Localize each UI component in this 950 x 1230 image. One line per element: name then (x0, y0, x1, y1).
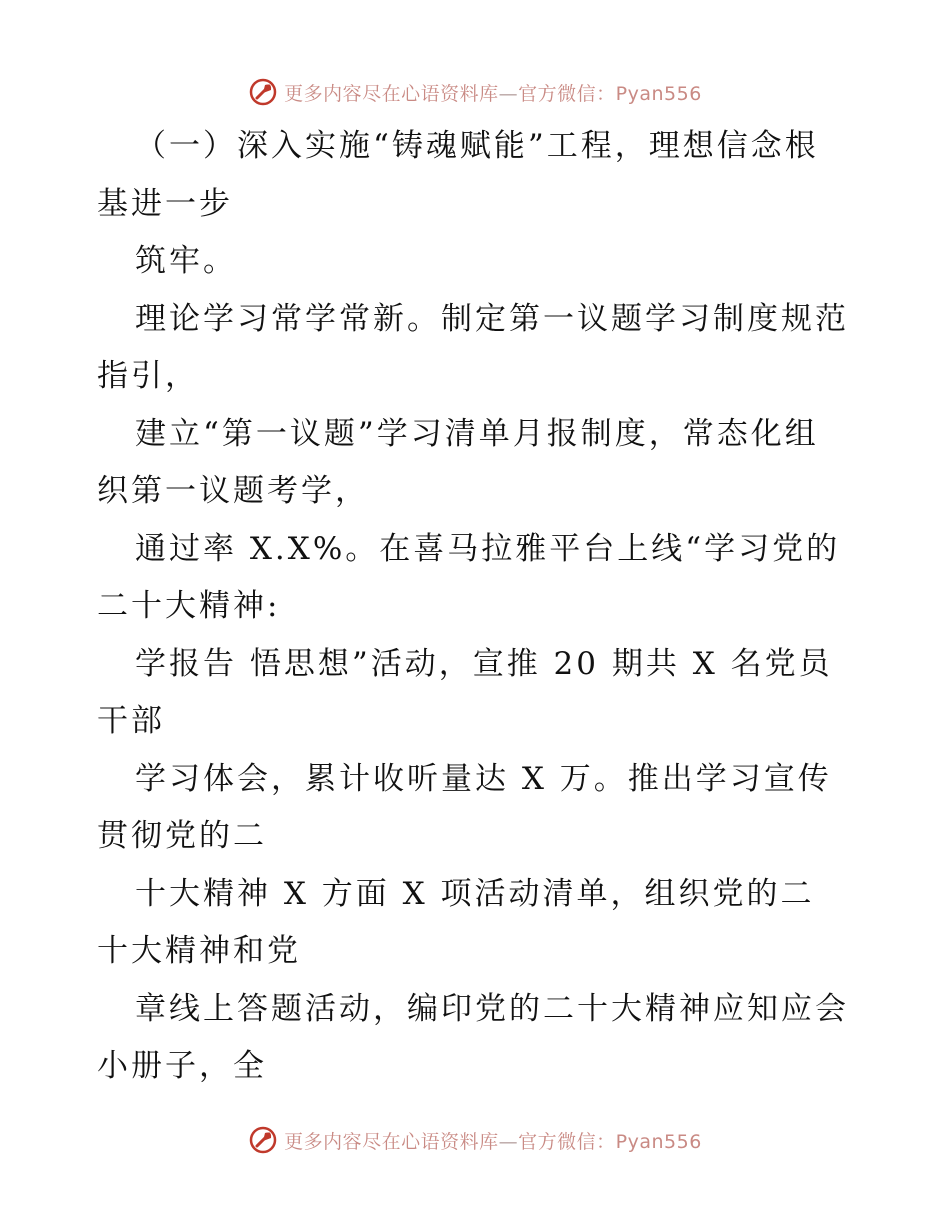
text-line: 建立“第一议题”学习清单月报制度，常态化组 (135, 415, 819, 452)
text-line: 基进一步 (97, 185, 233, 222)
text-line: 贯彻党的二 (97, 818, 267, 854)
text-line: 章线上答题活动，编印党的二十大精神应知应会 (135, 990, 849, 1027)
text-line: 学报告 悟思想”活动，宣推 20 期共 X 名党员 (135, 645, 833, 682)
text-line: 筑牢。 (135, 243, 237, 279)
feather-logo-icon (248, 1125, 278, 1155)
header-watermark (0, 72, 950, 112)
text-line: 学习体会，累计收听量达 X 万。推出学习宣传 (135, 760, 832, 797)
text-line: 指引， (97, 358, 199, 394)
watermark-text: 更多内容尽在心语资料库—官方微信：Pyan556 (284, 1130, 702, 1153)
text-line: 二十大精神: (97, 588, 281, 624)
document-body (97, 118, 857, 1096)
text-line: 通过率 X.X%。在喜马拉雅平台上线“学习党的 (135, 530, 841, 567)
text-line: 小册子，全 (97, 1048, 267, 1084)
text-line: 十大精神和党 (97, 933, 301, 969)
text-line: （一）深入实施“铸魂赋能”工程，理想信念根 (135, 128, 819, 164)
feather-logo-icon (248, 77, 278, 107)
text-line: 干部 (97, 703, 165, 739)
text-line: 理论学习常学常新。制定第一议题学习制度规范 (135, 300, 849, 337)
text-line: 织第一议题考学， (97, 473, 369, 509)
text-line: 十大精神 X 方面 X 项活动清单，组织党的二 (135, 875, 815, 912)
footer-watermark (0, 1120, 950, 1160)
watermark-text: 更多内容尽在心语资料库—官方微信：Pyan556 (284, 82, 702, 105)
